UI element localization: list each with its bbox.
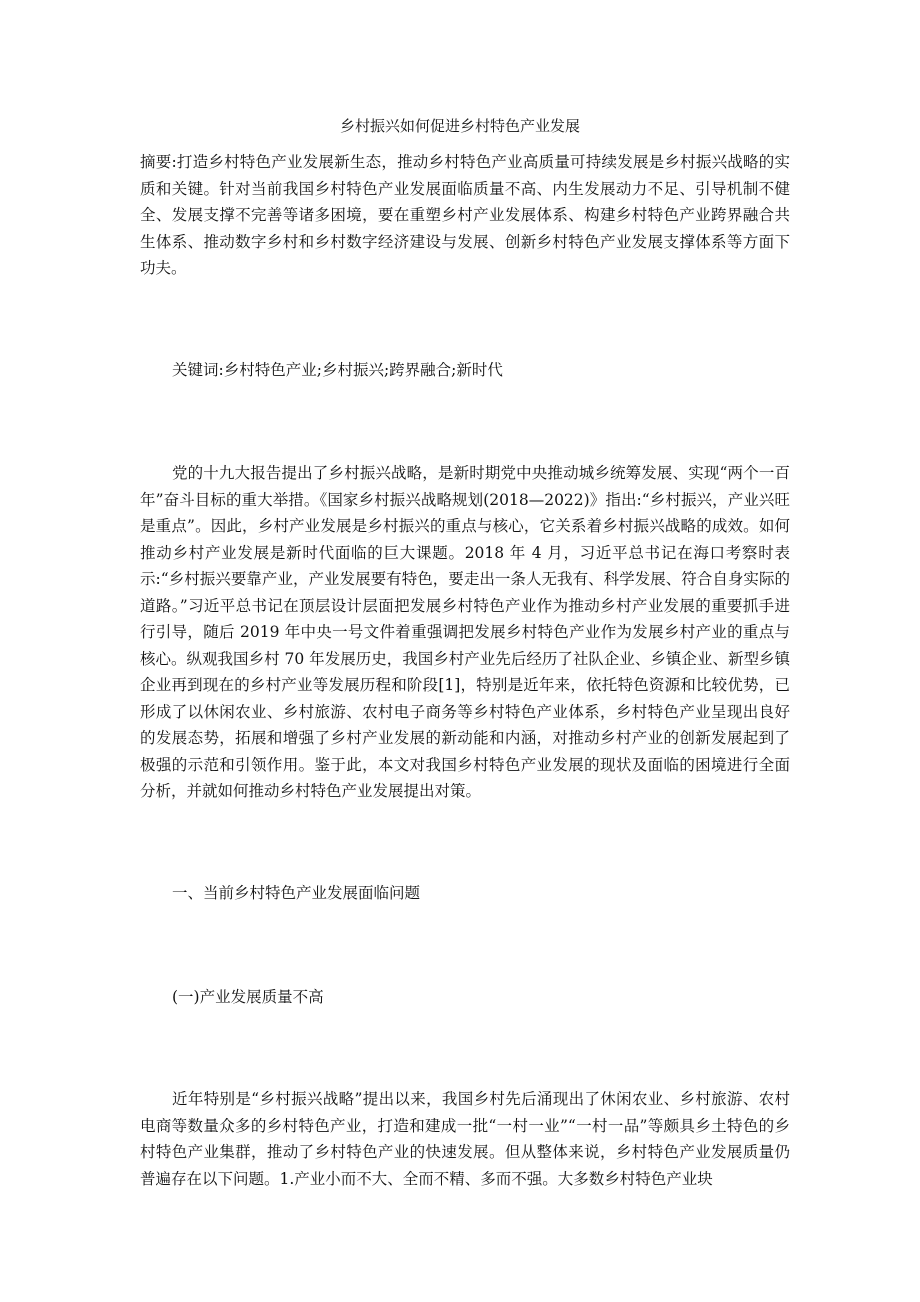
keywords-line: 关键词:乡村特色产业;乡村振兴;跨界融合;新时代 xyxy=(172,361,503,379)
abstract-paragraph: 摘要:打造乡村特色产业发展新生态，推动乡村特色产业高质量可持续发展是乡村振兴战略的实质和关键。针对当前我国乡村特色产业发展面临质量不高、内生发展动力不足、引导机制不健全、发展支撑不完善等诸多困境，要在重塑乡村产业发展体系、构建乡村特色产业跨界融合共生体系、推动数字乡村和乡村数字经济建设与发展、创新乡村特色产业发展支撑体系等方面下功夫。 xyxy=(140,153,790,277)
body-paragraph-1: 党的十九大报告提出了乡村振兴战略，是新时期党中央推动城乡统筹发展、实现“两个一百年”奋斗目标的重大举措。《国家乡村振兴战略规划(2018—2022)》指出:“乡村振兴，产业兴旺是重点”。因此，乡村产业发展是乡村振兴的重点与核心，它关系着乡村振兴战略的成效。如何推动乡村产业发展是新时代面临的巨大课题。2018 年 4 月，习近平总书记在海口考察时表示:“乡村振兴要靠产业，产业发展要有特色，要走出一条人无我有、科学发展、符合自身实际的道路。”习近平总书记在顶层设计层面把发展乡村特色产业作为推动乡村产业发展的重要抓手进行引导，随后 2019 年中央一号文件着重强调把发展乡村特色产业作为发展乡村产业的重点与核心。纵观我国乡村 70 年发展历史，我国乡村产业先后经历了社队企业、乡镇企业、新型乡镇企业再到现在的乡村产业等发展历程和阶段[1]，特别是近年来，依托特色资源和比较优势，已形成了以休闲农业、乡村旅游、农村电子商务等乡村特色产业体系，乡村特色产业呈现出良好的发展态势，拓展和增强了乡村产业发展的新动能和内涵，对推动乡村产业的创新发展起到了极强的示范和引领作用。鉴于此，本文对我国乡村特色产业发展的现状及面临的困境进行全面分析，并就如何推动乡村特色产业发展提出对策。 xyxy=(140,464,790,800)
subsection-heading-1: (一)产业发展质量不高 xyxy=(172,988,324,1006)
document-title: 乡村振兴如何促进乡村特色产业发展 xyxy=(339,117,580,135)
section-heading-1: 一、当前乡村特色产业发展面临问题 xyxy=(172,884,421,902)
body-paragraph-2: 近年特别是“乡村振兴战略”提出以来，我国乡村先后涌现出了休闲农业、乡村旅游、农村电商等数量众多的乡村特色产业，打造和建成一批“一村一业”“一村一品”等颇具乡土特色的乡村特色产业集群，推动了乡村特色产业的快速发展。但从整体来说，乡村特色产业发展质量仍普遍存在以下问题。1.产业小而不大、全而不精、多而不强。大多数乡村特色产业块 xyxy=(140,1090,790,1188)
